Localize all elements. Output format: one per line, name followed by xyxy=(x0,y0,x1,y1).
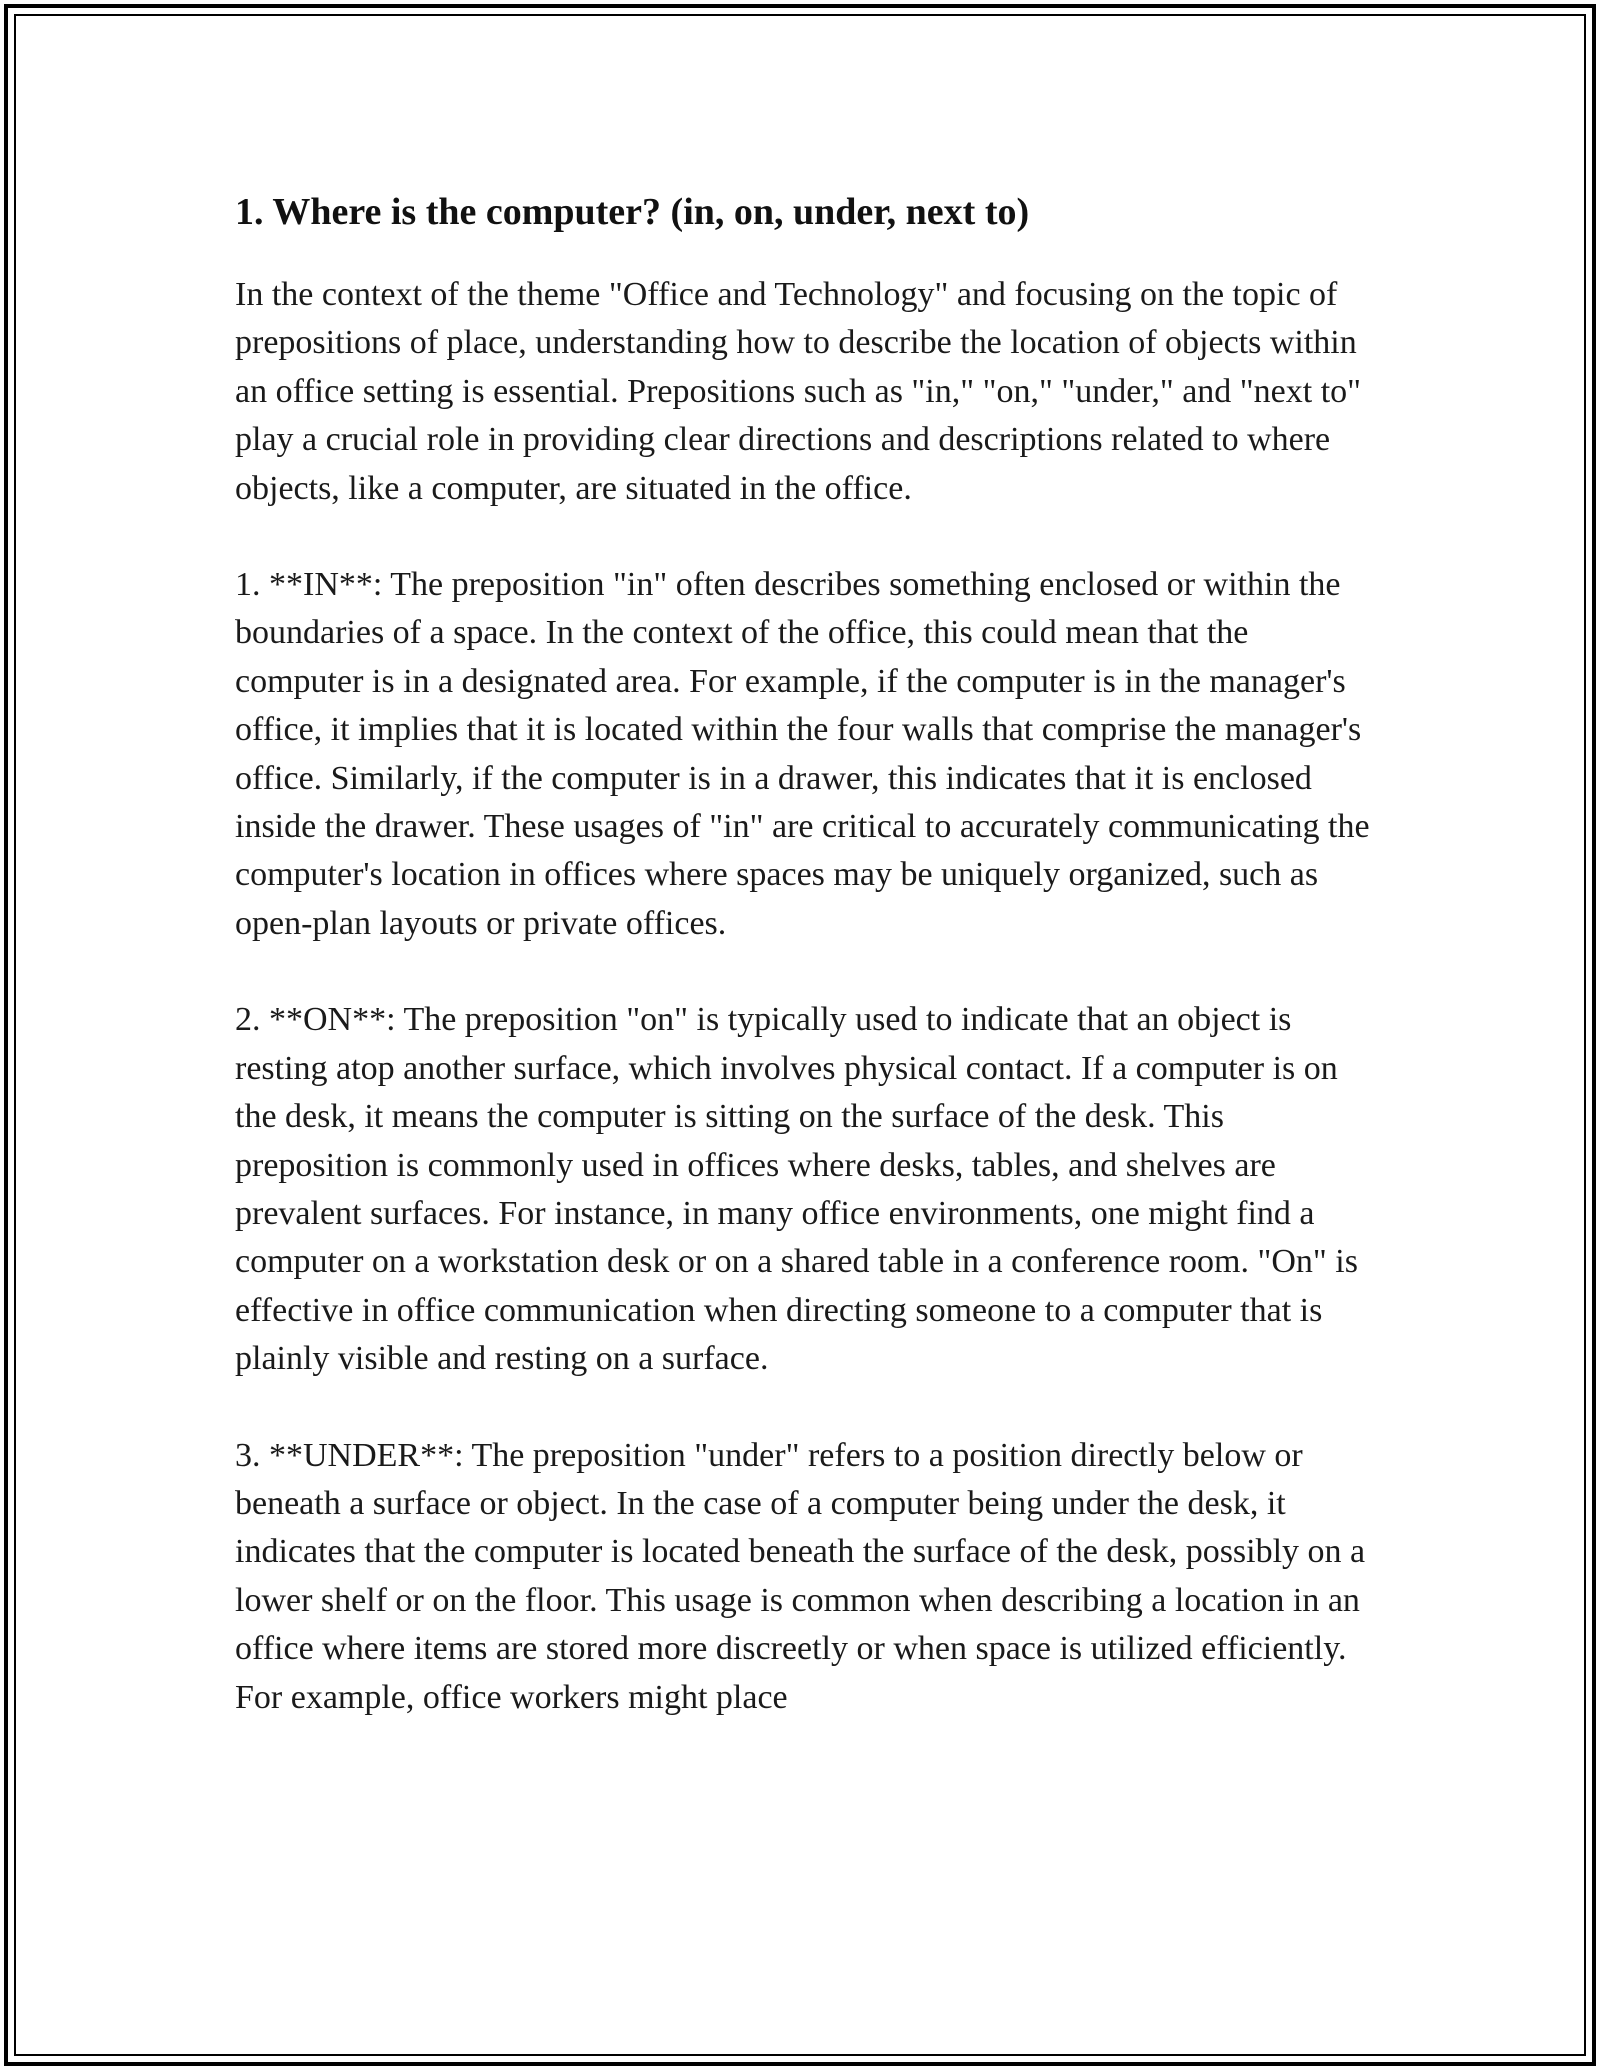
intro-paragraph: In the context of the theme "Office and Technology" and focusing on the topic of prepositions of place, understanding how to describe the location of objects within an office setting is essential. Prepositions such as "in," "on," "under," and "next to" play a crucial role in providing clear directions and descriptions related to where objects, like a computer, are situated in the office. xyxy=(235,276,1362,507)
paragraph-on: 2. **ON**: The preposition "on" is typically used to indicate that an object is resting atop another surface, which involves physical contact. If a computer is on the desk, it means the computer is sitting on the surface of the desk. This preposition is commonly used in offices where desks, tables, and shelves are prevalent surfaces. For instance, in many office environments, one might find a computer on a workstation desk or on a shared table in a conference room. "On" is effective in office communication when directing someone to a computer that is plainly visible and resting on a surface. xyxy=(235,1001,1358,1378)
document-body xyxy=(235,185,1375,1722)
paragraph-under: 3. **UNDER**: The preposition "under" refers to a position directly below or beneath a surface or object. In the case of a computer being under the desk, it indicates that the computer is located beneath the surface of the desk, possibly on a lower shelf or on the floor. This usage is common when describing a location in an office where items are stored more discreetly or when space is utilized efficiently. For example, office workers might place xyxy=(235,1436,1366,1716)
section-heading: 1. Where is the computer? (in, on, under, next to) xyxy=(235,191,1030,233)
paragraph-in: 1. **IN**: The preposition "in" often describes something enclosed or within the boundaries of a space. In the context of the office, this could mean that the computer is in a designated area. For example, if the computer is in the manager's office, it implies that it is located within the four walls that comprise the manager's office. Similarly, if the computer is in a drawer, this indicates that it is enclosed inside the drawer. These usages of "in" are critical to accurately communicating the computer's location in offices where spaces may be uniquely organized, such as open-plan layouts or private offices. xyxy=(235,566,1370,942)
